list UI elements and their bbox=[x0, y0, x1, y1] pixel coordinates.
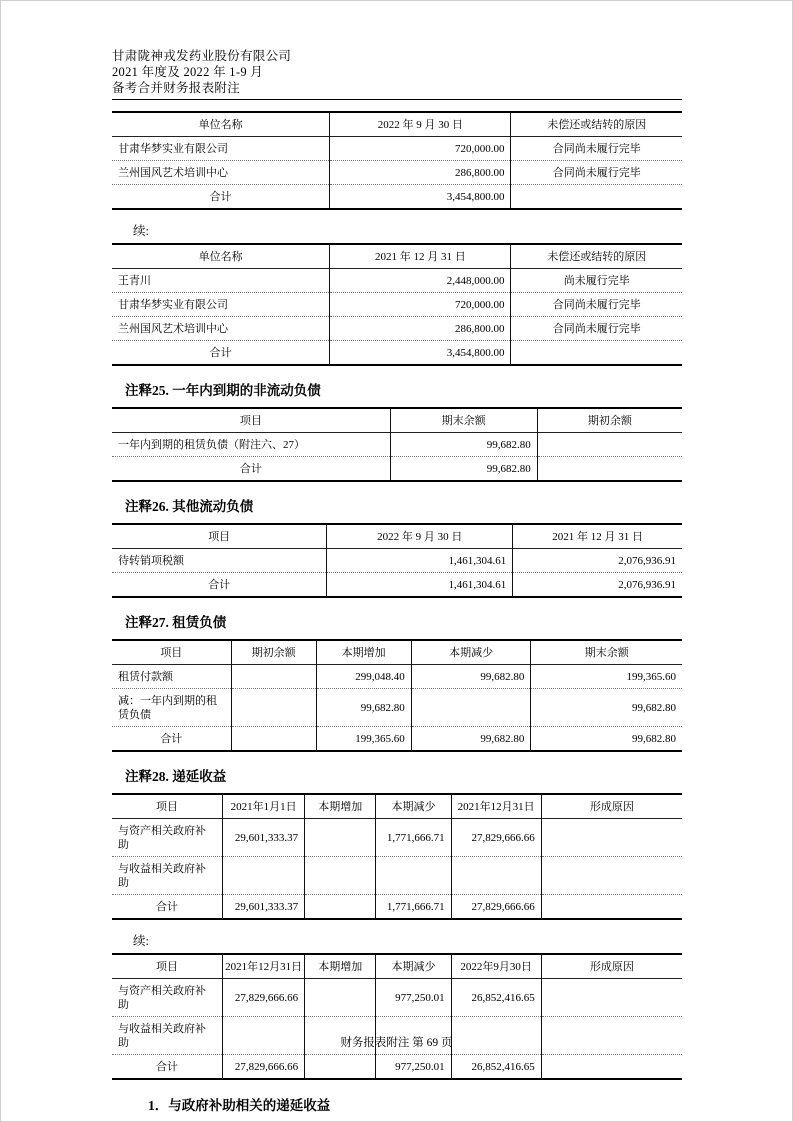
table-cell bbox=[541, 1055, 682, 1080]
table-cell: 合计 bbox=[112, 457, 390, 482]
table-header-cell: 本期增加 bbox=[316, 640, 411, 665]
table-cell: 一年内到期的租赁负债（附注六、27） bbox=[112, 433, 390, 457]
table-cell bbox=[541, 979, 682, 1017]
table-cell bbox=[305, 895, 376, 920]
table-cell: 2,076,936.91 bbox=[513, 573, 682, 598]
lease-liabilities-table bbox=[112, 639, 682, 752]
table-cell bbox=[411, 689, 531, 727]
table-cell: 王青川 bbox=[112, 269, 330, 293]
table-cell: 兰州国风艺术培训中心 bbox=[112, 161, 330, 185]
table-cell: 合同尚未履行完毕 bbox=[511, 161, 682, 185]
document-body bbox=[112, 48, 682, 1114]
table-total-row bbox=[112, 895, 682, 920]
table-cell: 合计 bbox=[112, 573, 327, 598]
header-rule bbox=[112, 99, 682, 100]
table-cell: 1,771,666.71 bbox=[376, 819, 451, 857]
table-cell: 与资产相关政府补助 bbox=[112, 819, 223, 857]
note-28-heading: 注释28. 递延收益 bbox=[125, 769, 227, 784]
table-cell: 99,682.80 bbox=[390, 433, 537, 457]
table-cell: 1,461,304.61 bbox=[327, 549, 513, 573]
table-cell bbox=[231, 727, 316, 752]
table-header-row bbox=[112, 112, 682, 137]
subsection-1-heading: 1．与政府补助相关的递延收益 bbox=[148, 1098, 331, 1113]
deferred-income-table-2022 bbox=[112, 953, 682, 1080]
table-cell: 27,829,666.66 bbox=[223, 1055, 305, 1080]
table-row bbox=[112, 161, 682, 185]
table-header-cell: 本期减少 bbox=[411, 640, 531, 665]
table-header-cell: 2021年12月31日 bbox=[451, 794, 541, 819]
table-header-cell: 本期增加 bbox=[305, 954, 376, 979]
table-header-cell: 项目 bbox=[208, 531, 231, 543]
table-header-row bbox=[112, 244, 682, 269]
table-cell: 甘肃华梦实业有限公司 bbox=[112, 293, 330, 317]
table-cell: 99,682.80 bbox=[531, 727, 682, 752]
table-cell: 977,250.01 bbox=[376, 979, 451, 1017]
table-header-cell: 2022年9月30日 bbox=[451, 954, 541, 979]
table-cell: 27,829,666.66 bbox=[451, 895, 541, 920]
table-cell: 2,448,000.00 bbox=[330, 269, 511, 293]
table-cell bbox=[305, 819, 376, 857]
table-cell: 199,365.60 bbox=[531, 665, 682, 689]
table-cell bbox=[511, 185, 682, 210]
table-cell: 199,365.60 bbox=[316, 727, 411, 752]
table-header-row bbox=[112, 408, 682, 433]
table-header-cell: 未偿还或结转的原因 bbox=[511, 244, 682, 269]
table-cell: 合同尚未履行完毕 bbox=[511, 137, 682, 161]
table-header-cell: 形成原因 bbox=[541, 954, 682, 979]
table-cell: 99,682.80 bbox=[531, 689, 682, 727]
table-total-row bbox=[112, 341, 682, 366]
table-cell: 兰州国风艺术培训中心 bbox=[112, 317, 330, 341]
table-cell: 286,800.00 bbox=[330, 161, 511, 185]
noncurrent-liabilities-due-within-one-year-table bbox=[112, 407, 682, 482]
continuation-label-1: 续: bbox=[133, 224, 149, 238]
table-header-cell: 2021 年 12 月 31 日 bbox=[513, 524, 682, 549]
table-header-cell: 单位名称 bbox=[198, 251, 243, 263]
table-header-cell: 2021年12月31日 bbox=[223, 954, 305, 979]
table-header-cell: 项目 bbox=[239, 415, 262, 427]
table-cell: 720,000.00 bbox=[330, 293, 511, 317]
table-cell: 3,454,800.00 bbox=[330, 341, 511, 366]
table-cell: 99,682.80 bbox=[316, 689, 411, 727]
table-header-cell: 本期减少 bbox=[376, 794, 451, 819]
table-header-cell: 2022 年 9 月 30 日 bbox=[327, 524, 513, 549]
table-cell: 尚未履行完毕 bbox=[511, 269, 682, 293]
table-row bbox=[112, 665, 682, 689]
table-cell: 977,250.01 bbox=[376, 1055, 451, 1080]
page-footer: 财务报表附注 第 69 页 bbox=[340, 1037, 453, 1049]
table-cell bbox=[451, 857, 541, 895]
table-cell: 26,852,416.65 bbox=[451, 1055, 541, 1080]
table-cell: 27,829,666.66 bbox=[451, 819, 541, 857]
table-cell bbox=[541, 857, 682, 895]
table-cell bbox=[305, 857, 376, 895]
table-total-row bbox=[112, 1055, 682, 1080]
table-row bbox=[112, 857, 682, 895]
table-header-cell: 期初余额 bbox=[537, 408, 682, 433]
table-cell: 3,454,800.00 bbox=[330, 185, 511, 210]
unsettled-advance-table-2022-09-30 bbox=[112, 111, 682, 210]
other-current-liabilities-table bbox=[112, 523, 682, 598]
table-header-cell: 2021年1月1日 bbox=[223, 794, 305, 819]
table-cell: 27,829,666.66 bbox=[223, 979, 305, 1017]
table-header-cell: 未偿还或结转的原因 bbox=[511, 112, 682, 137]
table-header-cell: 2021 年 12 月 31 日 bbox=[330, 244, 511, 269]
table-cell bbox=[541, 895, 682, 920]
table-cell: 26,852,416.65 bbox=[451, 979, 541, 1017]
deferred-income-table-2021 bbox=[112, 793, 682, 920]
table-cell bbox=[537, 457, 682, 482]
report-title: 备考合并财务报表附注 bbox=[112, 81, 241, 95]
table-cell: 与收益相关政府补助 bbox=[112, 857, 223, 895]
table-cell: 合同尚未履行完毕 bbox=[511, 293, 682, 317]
table-cell: 合计 bbox=[112, 895, 223, 920]
table-header-cell: 项目 bbox=[160, 647, 183, 659]
table-cell: 待转销项税额 bbox=[112, 549, 327, 573]
table-cell bbox=[231, 665, 316, 689]
table-cell: 1,461,304.61 bbox=[327, 573, 513, 598]
unsettled-advance-table-2021-12-31 bbox=[112, 243, 682, 366]
table-header-row bbox=[112, 954, 682, 979]
table-cell: 减：一年内到期的租赁负债 bbox=[112, 689, 231, 727]
table-cell: 29,601,333.37 bbox=[223, 895, 305, 920]
table-row bbox=[112, 293, 682, 317]
table-cell: 合计 bbox=[112, 341, 330, 366]
table-cell: 299,048.40 bbox=[316, 665, 411, 689]
table-header-cell: 本期减少 bbox=[376, 954, 451, 979]
note-26-heading: 注释26. 其他流动负债 bbox=[125, 499, 254, 514]
note-27-heading: 注释27. 租赁负债 bbox=[125, 615, 227, 630]
report-period: 2021 年度及 2022 年 1-9 月 bbox=[112, 65, 264, 79]
table-row bbox=[112, 819, 682, 857]
table-header-cell: 单位名称 bbox=[198, 119, 243, 131]
table-cell: 720,000.00 bbox=[330, 137, 511, 161]
table-cell: 租赁付款额 bbox=[112, 665, 231, 689]
table-total-row bbox=[112, 185, 682, 210]
table-cell: 99,682.80 bbox=[411, 727, 531, 752]
table-header-cell: 本期增加 bbox=[305, 794, 376, 819]
table-cell: 99,682.80 bbox=[411, 665, 531, 689]
table-cell: 2,076,936.91 bbox=[513, 549, 682, 573]
table-total-row bbox=[112, 457, 682, 482]
table-cell: 99,682.80 bbox=[390, 457, 537, 482]
continuation-label-2: 续: bbox=[133, 934, 149, 948]
table-cell bbox=[305, 979, 376, 1017]
table-header-cell: 期初余额 bbox=[231, 640, 316, 665]
table-row bbox=[112, 137, 682, 161]
table-cell: 1,771,666.71 bbox=[376, 895, 451, 920]
table-cell: 合同尚未履行完毕 bbox=[511, 317, 682, 341]
table-header-cell: 2022 年 9 月 30 日 bbox=[330, 112, 511, 137]
table-header-cell: 期末余额 bbox=[531, 640, 682, 665]
table-header-row bbox=[112, 640, 682, 665]
table-row bbox=[112, 689, 682, 727]
table-cell: 286,800.00 bbox=[330, 317, 511, 341]
table-header-cell: 形成原因 bbox=[541, 794, 682, 819]
table-cell: 合计 bbox=[112, 185, 330, 210]
table-header-cell: 期末余额 bbox=[390, 408, 537, 433]
table-cell: 与收益相关政府补助 bbox=[112, 1017, 223, 1055]
table-cell: 与资产相关政府补助 bbox=[112, 979, 223, 1017]
table-cell bbox=[537, 433, 682, 457]
table-total-row bbox=[112, 573, 682, 598]
table-header-row bbox=[112, 794, 682, 819]
table-cell bbox=[541, 819, 682, 857]
table-cell bbox=[511, 341, 682, 366]
table-total-row bbox=[112, 727, 682, 752]
table-cell bbox=[376, 857, 451, 895]
table-row bbox=[112, 549, 682, 573]
table-header-row bbox=[112, 524, 682, 549]
table-cell bbox=[305, 1055, 376, 1080]
table-row bbox=[112, 317, 682, 341]
table-cell bbox=[231, 689, 316, 727]
company-name: 甘肃陇神戎发药业股份有限公司 bbox=[112, 49, 292, 63]
table-row bbox=[112, 433, 682, 457]
table-cell: 甘肃华梦实业有限公司 bbox=[112, 137, 330, 161]
table-cell: 29,601,333.37 bbox=[223, 819, 305, 857]
note-25-heading: 注释25. 一年内到期的非流动负债 bbox=[125, 383, 321, 398]
table-header-cell: 项目 bbox=[156, 961, 179, 973]
table-row bbox=[112, 269, 682, 293]
table-cell: 合计 bbox=[112, 727, 231, 752]
table-row bbox=[112, 979, 682, 1017]
table-cell bbox=[223, 857, 305, 895]
table-cell: 合计 bbox=[112, 1055, 223, 1080]
table-header-cell: 项目 bbox=[156, 801, 179, 813]
